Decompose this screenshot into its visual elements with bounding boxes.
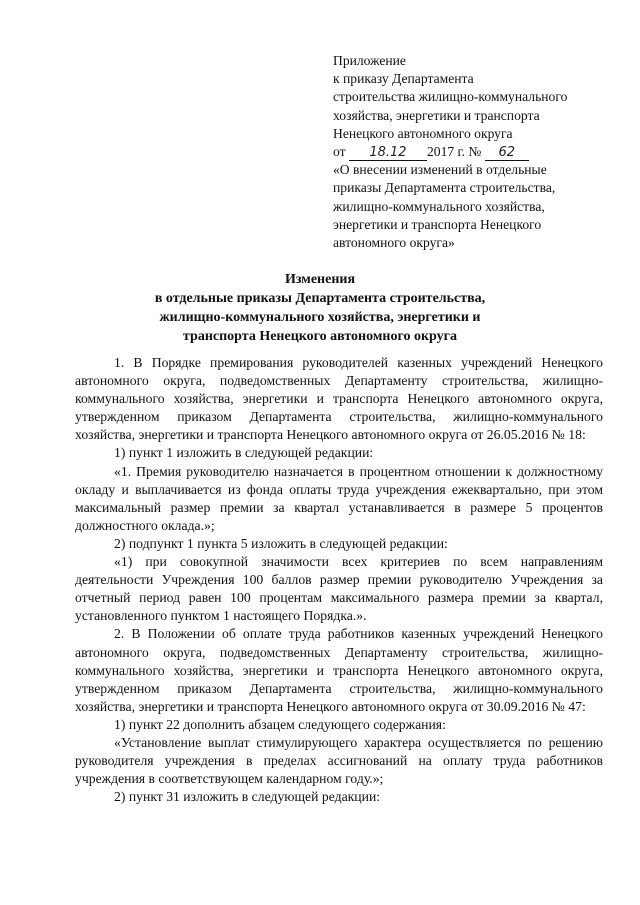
body-paragraph: 1. В Порядке премирования руководителей казенных учреждений Ненецкого автономного округа, подведомственных Департаменту строительства, жилищно-коммунального хозяйства, энергетики и транспорта Ненецкого автономного округа, утвержденном приказом Департамента строительства, жилищно-коммунального хозяйства, энергетики и транспорта Ненецкого автономного округа от 26.05.2016 № 18: xyxy=(75,355,603,443)
body-paragraph: 2) подпункт 1 пункта 5 изложить в следующей редакции: xyxy=(114,535,448,551)
title-line: в отдельные приказы Департамента строительства, xyxy=(154,291,486,306)
appendix-line: Ненецкого автономного округа xyxy=(333,125,513,141)
body-paragraph: 1) пункт 22 дополнить абзацем следующего содержания: xyxy=(114,716,446,732)
handwritten-number: 62 xyxy=(485,146,529,161)
date-prefix: от xyxy=(333,144,346,160)
appendix-line: «О внесении изменений в отдельные xyxy=(333,162,547,178)
date-suffix: 2017 г. № xyxy=(426,144,482,160)
appendix-line: хозяйства, энергетики и транспорта xyxy=(333,107,540,123)
handwritten-date: 18.12 xyxy=(349,146,427,161)
appendix-header xyxy=(333,52,623,252)
document-body xyxy=(75,354,603,806)
appendix-line: автономного округа» xyxy=(333,235,455,251)
title-line: Изменения xyxy=(284,272,356,287)
appendix-line: жилищно-коммунального хозяйства, xyxy=(333,198,545,214)
body-paragraph: «Установление выплат стимулирующего характера осуществляется по решению руководителя учреждения в пределах ассигнований на оплату труда работников учреждения в соответствующем календарном году.»; xyxy=(75,734,603,787)
title-line: транспорта Ненецкого автономного округа xyxy=(182,329,457,344)
appendix-line: энергетики и транспорта Ненецкого xyxy=(333,216,542,232)
appendix-line: приказы Департамента строительства, xyxy=(333,180,556,196)
body-paragraph: 1) пункт 1 изложить в следующей редакции: xyxy=(114,445,374,461)
body-paragraph: «1. Премия руководителю назначается в процентном отношении к должностному окладу и выплачивается из фонда оплаты труда учреждения ежеквартально, при этом максимальный размер премии за квартал устанавливается в размере 5 процентов должностного оклада.»; xyxy=(75,463,603,533)
document-title xyxy=(90,270,550,346)
body-paragraph: «1) при совокупной значимости всех критериев по всем направлениям деятельности Учреждения 100 баллов размер премии руководителю Учреждения за отчетный период равен 100 процентам максимального размера премии за квартал, установленного пунктом 1 настоящего Порядка.». xyxy=(75,554,603,624)
appendix-date-line xyxy=(333,143,623,161)
title-line: жилищно-коммунального хозяйства, энергетики и xyxy=(159,310,481,325)
appendix-line: строительства жилищно-коммунального xyxy=(333,89,568,105)
body-paragraph: 2. В Положении об оплате труда работников казенных учреждений Ненецкого автономного округа, подведомственных Департаменту строительства, жилищно-коммунального хозяйства, энергетики и транспорта Ненецкого автономного округа, утвержденном приказом Департамента строительства, жилищно-коммунального хозяйства, энергетики и транспорта Ненецкого автономного округа от 30.09.2016 № 47: xyxy=(75,626,603,714)
body-paragraph: 2) пункт 31 изложить в следующей редакции: xyxy=(114,789,381,805)
appendix-line: Приложение xyxy=(333,53,406,68)
appendix-line: к приказу Департамента xyxy=(333,71,474,87)
